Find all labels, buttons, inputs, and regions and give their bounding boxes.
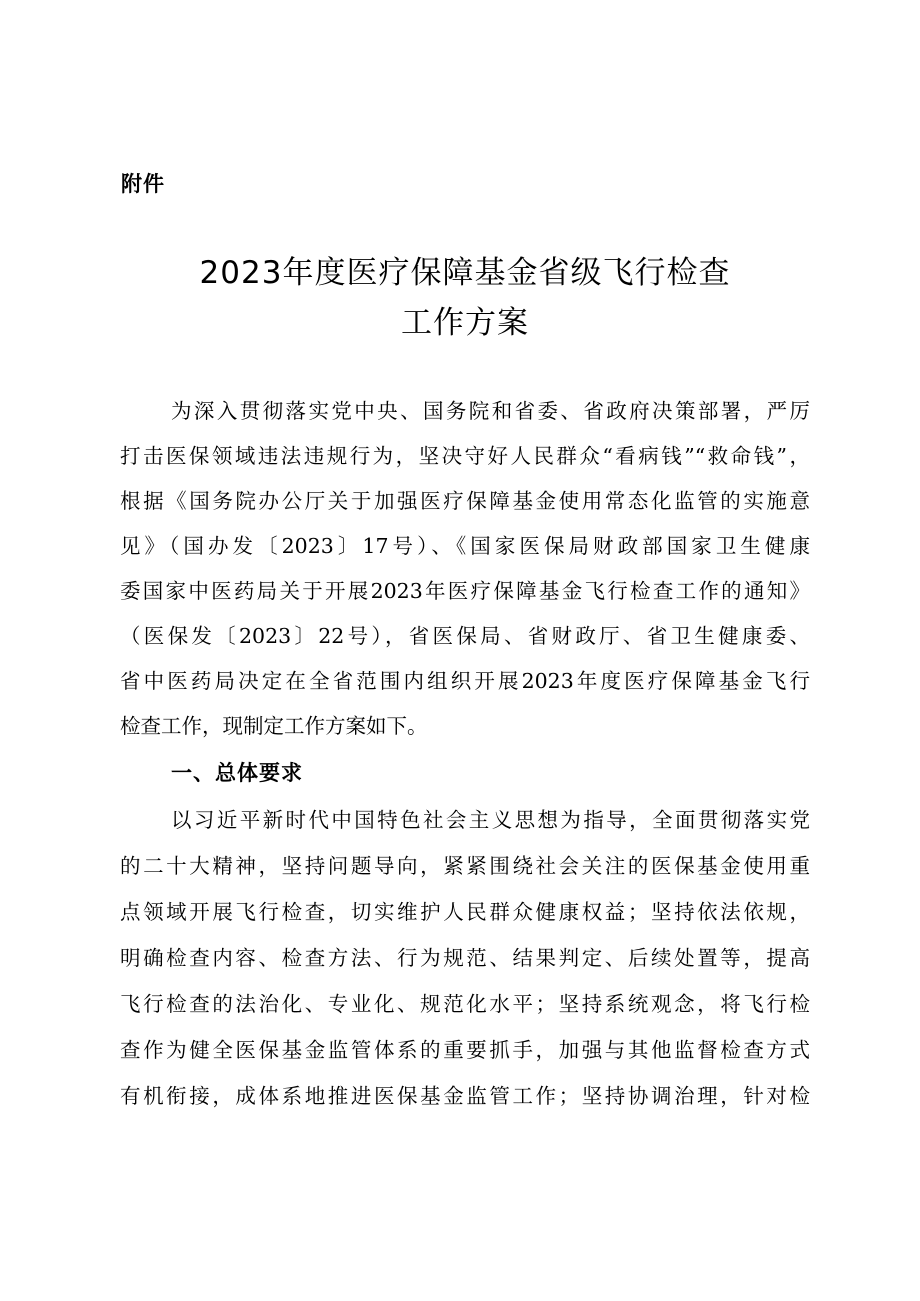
section-line: 有机衔接，成体系地推进医保基金监管工作；坚持协调治理，针对检 xyxy=(120,1084,810,1108)
intro-line: 见》（国办发〔2023〕17号）、《国家医保局财政部国家卫生健康 xyxy=(120,534,810,558)
intro-line: 省中医药局决定在全省范围内组织开展2023年度医疗保障基金飞行 xyxy=(120,669,810,693)
section-line: 飞行检查的法治化、专业化、规范化水平；坚持系统观念，将飞行检 xyxy=(120,992,810,1016)
section-line: 查作为健全医保基金监管体系的重要抓手，加强与其他监督检查方式 xyxy=(120,1038,810,1062)
section-heading: 一、总体要求 xyxy=(171,761,303,785)
section-line: 点领域开展飞行检查，切实维护人民群众健康权益；坚持依法依规， xyxy=(120,900,810,924)
intro-line: 根据《国务院办公厅关于加强医疗保障基金使用常态化监管的实施意 xyxy=(120,489,810,513)
intro-line: 委国家中医药局关于开展2023年医疗保障基金飞行检查工作的通知》 xyxy=(120,579,810,603)
attachment-label: 附件 xyxy=(121,172,165,196)
document-title-line-1: 2023年度医疗保障基金省级飞行检查 xyxy=(199,255,731,291)
intro-line: （医保发〔2023〕22号），省医保局、省财政厅、省卫生健康委、 xyxy=(120,624,810,648)
intro-line: 打击医保领域违法违规行为，坚决守好人民群众“看病钱”“救命钱”， xyxy=(120,444,810,468)
document-title-line-2: 工作方案 xyxy=(401,305,529,341)
section-line: 的二十大精神，坚持问题导向，紧紧围绕社会关注的医保基金使用重 xyxy=(120,854,810,878)
section-line: 以习近平新时代中国特色社会主义思想为指导，全面贯彻落实党 xyxy=(171,808,810,832)
intro-line: 为深入贯彻落实党中央、国务院和省委、省政府决策部署，严厉 xyxy=(171,399,810,423)
intro-line: 检查工作，现制定工作方案如下。 xyxy=(120,714,428,738)
section-line: 明确检查内容、检查方法、行为规范、结果判定、后续处置等，提高 xyxy=(120,946,810,970)
